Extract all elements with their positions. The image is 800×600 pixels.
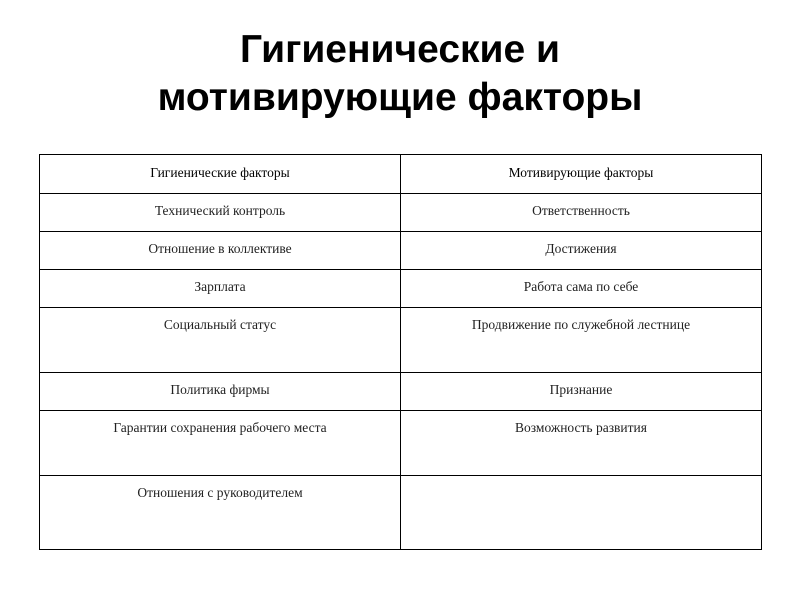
slide-title-line-1: Гигиенические и — [239, 28, 561, 71]
table-row — [40, 270, 762, 308]
hygiene-factor-cell: Политика фирмы — [40, 373, 401, 411]
hygiene-factor-cell: Гарантии сохранения рабочего места — [40, 411, 401, 476]
motivating-factor-cell: Признание — [401, 373, 762, 411]
table-row — [40, 232, 762, 270]
motivating-factor-cell: Работа сама по себе — [401, 270, 762, 308]
factors-table — [39, 154, 762, 550]
motivating-factor-cell: Продвижение по служебной лестнице — [401, 308, 762, 373]
table-row — [40, 194, 762, 232]
hygiene-factor-cell: Зарплата — [40, 270, 401, 308]
hygiene-factor-cell: Социальный статус — [40, 308, 401, 373]
slide-title-line-2: мотивирующие факторы — [157, 76, 643, 119]
motivating-factor-cell: Достижения — [401, 232, 762, 270]
header-hygiene-factors: Гигиенические факторы — [40, 155, 401, 194]
header-motivating-factors: Мотивирующие факторы — [401, 155, 762, 194]
table-row — [40, 476, 762, 550]
motivating-factor-cell — [401, 476, 762, 550]
motivating-factor-cell: Ответственность — [401, 194, 762, 232]
motivating-factor-cell: Возможность развития — [401, 411, 762, 476]
hygiene-factor-cell: Отношения с руководителем — [40, 476, 401, 550]
hygiene-factor-cell: Технический контроль — [40, 194, 401, 232]
table-header-row — [40, 155, 762, 194]
table-row — [40, 411, 762, 476]
hygiene-factor-cell: Отношение в коллективе — [40, 232, 401, 270]
table-row — [40, 373, 762, 411]
slide-title — [0, 26, 800, 122]
table-row — [40, 308, 762, 373]
